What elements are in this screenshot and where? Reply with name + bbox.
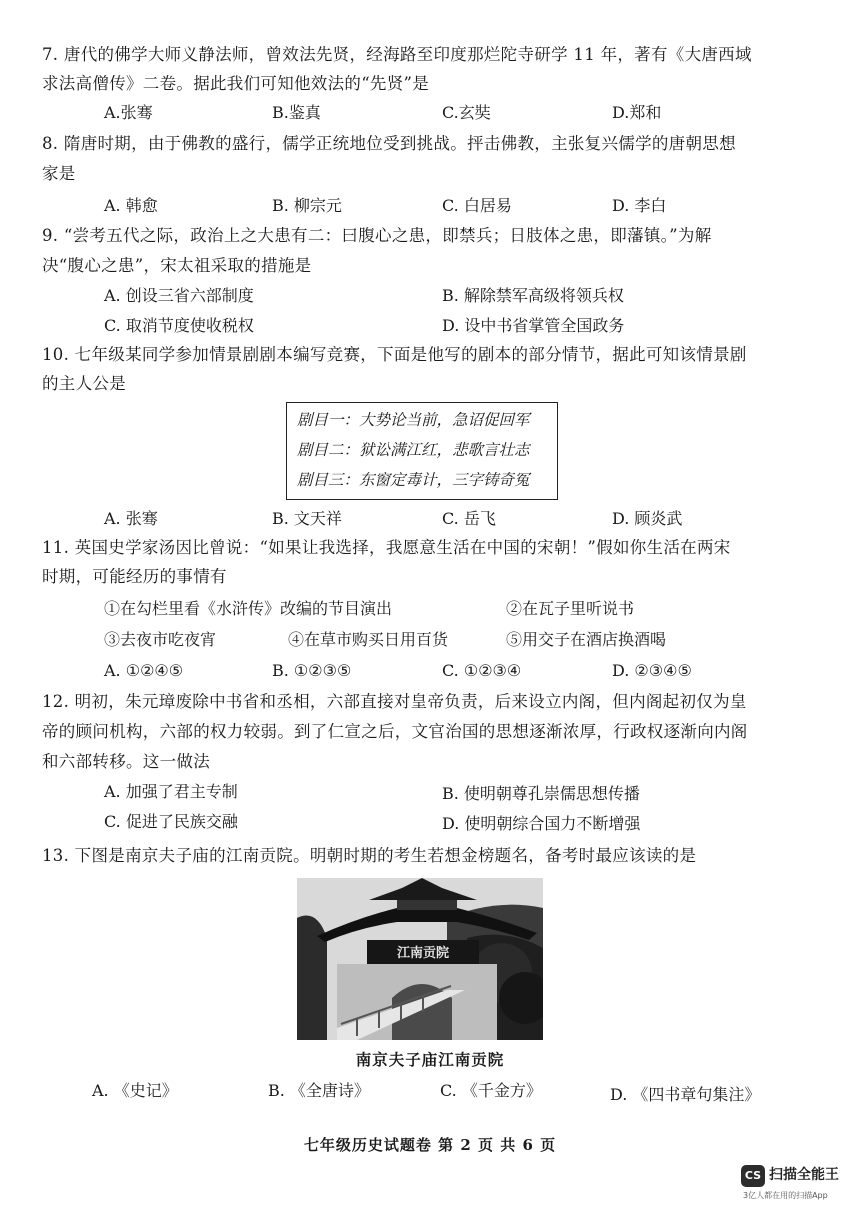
q7-option-d: D.郑和 — [612, 103, 662, 122]
photo-illustration — [297, 878, 543, 1040]
q12-option-b: B. 使明朝尊孔崇儒思想传播 — [442, 784, 640, 803]
q11-item-4: ④在草市购买日用百货 — [288, 630, 449, 649]
camscanner-name: 扫描全能王 — [769, 1167, 839, 1183]
q12-option-c: C. 促进了民族交融 — [104, 812, 238, 831]
q8-stem-line2: 家是 — [42, 164, 76, 183]
q10-stem-line2: 的主人公是 — [42, 374, 126, 393]
q12-option-a: A. 加强了君主专制 — [104, 782, 238, 801]
q12-stem-line2: 帝的顾问机构，六部的权力较弱。到了仁宣之后，文官治国的思想逐渐浓厚，行政权逐渐向内阁 — [42, 722, 748, 741]
q13-option-a: A. 《史记》 — [92, 1081, 178, 1100]
q9-option-a: A. 创设三省六部制度 — [104, 286, 254, 305]
drama-item-1: 剧目一：大势论当前，急诏促回军 — [297, 411, 530, 429]
q7-stem-line1: 7. 唐代的佛学大师义静法师，曾效法先贤，经海路至印度那烂陀寺研学 11 年，著有《大唐西域 — [42, 45, 752, 64]
q7-stem-line2: 求法高僧传》二卷。据此我们可知他效法的“先贤”是 — [42, 74, 430, 93]
q11-item-3: ③去夜市吃夜宵 — [104, 630, 217, 649]
q12-stem-line1: 12. 明初，朱元璋废除中书省和丞相，六部直接对皇帝负责，后来设立内阁，但内阁起初仅为皇 — [42, 692, 747, 711]
photo-plaque-text: 江南贡院 — [396, 946, 450, 961]
q7-option-a: A.张骞 — [104, 103, 153, 122]
q10-option-b: B. 文天祥 — [272, 509, 342, 528]
q7-option-b: B.鉴真 — [272, 103, 321, 122]
q7-option-c: C.玄奘 — [442, 103, 491, 122]
q9-option-d: D. 设中书省掌管全国政务 — [442, 316, 625, 335]
photo-caption: 南京夫子庙江南贡院 — [355, 1050, 505, 1069]
q9-option-c: C. 取消节度使收税权 — [104, 316, 254, 335]
q8-stem-line1: 8. 隋唐时期，由于佛教的盛行，儒学正统地位受到挑战。抨击佛教，主张复兴儒学的唐朝思想 — [42, 134, 736, 153]
page-footer: 七年级历史试题卷 第 2 页 共 6 页 — [303, 1136, 557, 1154]
drama-item-2: 剧目二：狱讼满江红，悲歌言壮志 — [297, 441, 530, 459]
q12-stem-line3: 和六部转移。这一做法 — [42, 752, 210, 771]
q8-option-b: B. 柳宗元 — [272, 196, 342, 215]
q8-option-c: C. 白居易 — [442, 196, 512, 215]
camscanner-logo-icon: CS — [741, 1165, 765, 1187]
drama-box — [286, 402, 558, 500]
q12-option-d: D. 使明朝综合国力不断增强 — [442, 814, 641, 833]
q11-option-d: D. ②③④⑤ — [612, 661, 692, 680]
q11-item-5: ⑤用交子在酒店换酒喝 — [506, 630, 667, 649]
q8-option-d: D. 李白 — [612, 196, 667, 215]
q13-option-b: B. 《全唐诗》 — [268, 1081, 370, 1100]
q11-option-a: A. ①②④⑤ — [104, 661, 184, 680]
q10-option-c: C. 岳飞 — [442, 509, 496, 528]
jiangnan-gongyuan-photo — [297, 878, 543, 1040]
q11-option-c: C. ①②③④ — [442, 661, 522, 680]
q11-stem-line2: 时期，可能经历的事情有 — [42, 567, 227, 586]
q11-item-2: ②在瓦子里听说书 — [506, 599, 635, 618]
q10-option-d: D. 顾炎武 — [612, 509, 683, 528]
q9-option-b: B. 解除禁军高级将领兵权 — [442, 286, 624, 305]
camscanner-tagline: 3亿人都在用的扫描App — [743, 1191, 828, 1200]
q11-option-b: B. ①②③⑤ — [272, 661, 352, 680]
q13-option-d: D. 《四书章句集注》 — [610, 1085, 761, 1104]
q13-stem-line1: 13. 下图是南京夫子庙的江南贡院。明朝时期的考生若想金榜题名，备考时最应该读的是 — [42, 846, 697, 865]
q10-stem-line1: 10. 七年级某同学参加情景剧剧本编写竞赛，下面是他写的剧本的部分情节，据此可知该情景剧 — [42, 345, 747, 364]
drama-item-3: 剧目三：东窗定毒计，三字铸奇冤 — [297, 471, 530, 489]
q10-option-a: A. 张骞 — [104, 509, 158, 528]
q8-option-a: A. 韩愈 — [104, 196, 158, 215]
camscanner-watermark — [741, 1162, 853, 1202]
q9-stem-line2: 决“腹心之患”，宋太祖采取的措施是 — [42, 256, 312, 275]
q11-item-1: ①在勾栏里看《水浒传》改编的节目演出 — [104, 599, 393, 618]
q11-stem-line1: 11. 英国史学家汤因比曾说：“如果让我选择，我愿意生活在中国的宋朝！”假如你生活在两宋 — [42, 538, 731, 557]
q13-option-c: C. 《千金方》 — [440, 1081, 542, 1100]
q9-stem-line1: 9. “尝考五代之际，政治上之大患有二：曰腹心之患，即禁兵；日肢体之患，即藩镇。”为解 — [42, 226, 712, 245]
